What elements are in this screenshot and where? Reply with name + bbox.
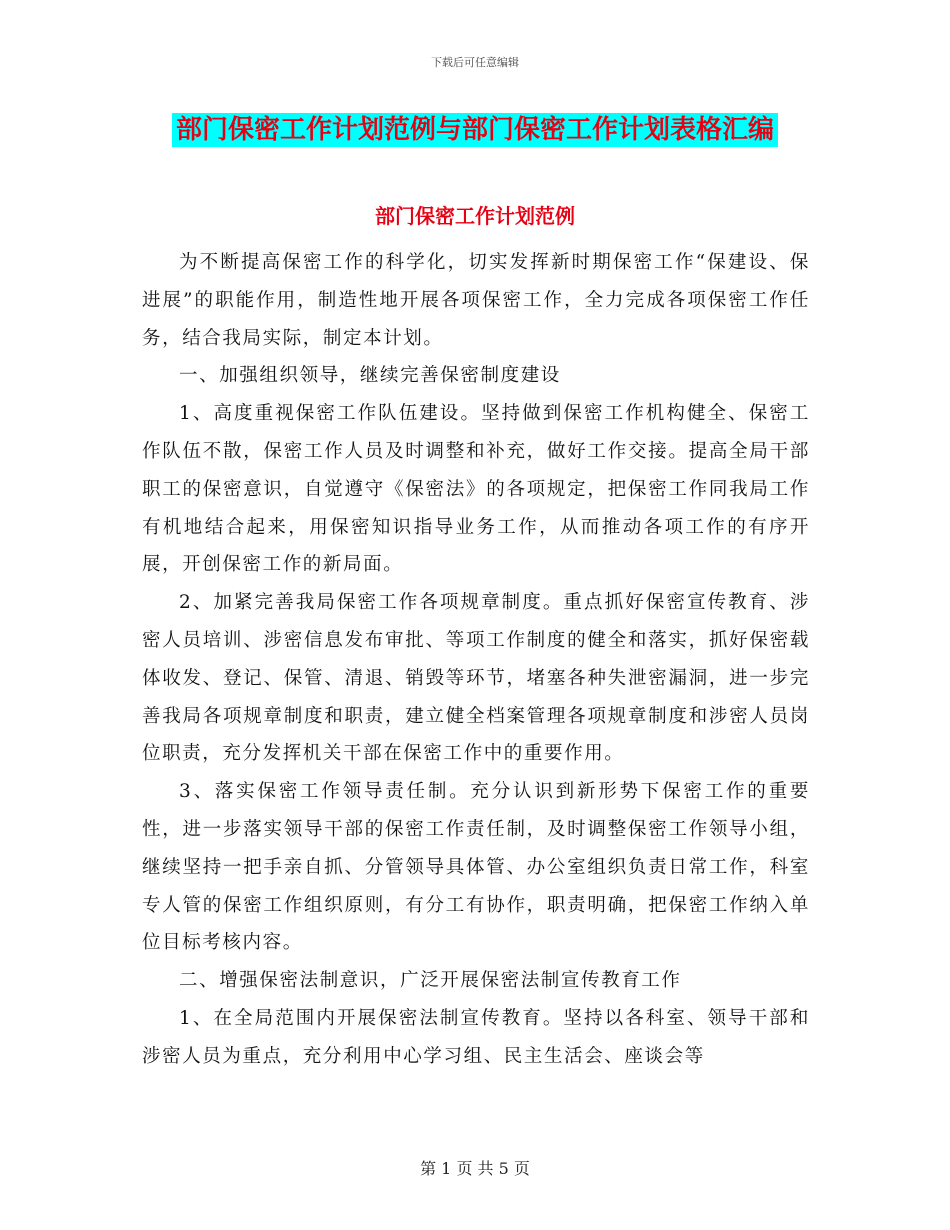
paragraph: 3、落实保密工作领导责任制。充分认识到新形势下保密工作的重要性，进一步落实领导干部的保密工作责任制，及时调整保密工作领导小组，继续坚持一把手亲自抓、分管领导具体管、办公室组织负责日常工作，科室专人管的保密工作组织原则，有分工有协作，职责明确，把保密工作纳入单位目标考核内容。	[142, 781, 810, 954]
section-title: 部门保密工作计划范例	[375, 204, 575, 228]
page-indicator: 第 1 页 共 5 页	[420, 1159, 530, 1178]
paragraph: 为不断提高保密工作的科学化，切实发挥新时期保密工作“保建设、保进展”的职能作用，制造性地开展各项保密工作，全力完成各项保密工作任务，结合我局实际，制定本计划。	[142, 252, 810, 349]
paragraph: 二、增强保密法制意识，广泛开展保密法制宣传教育工作	[179, 970, 682, 992]
paragraph: 2、加紧完善我局保密工作各项规章制度。重点抓好保密宣传教育、涉密人员培训、涉密信息发布审批、等项工作制度的健全和落实，抓好保密载体收发、登记、保管、清退、销毁等环节，堵塞各种失泄密漏洞，进一步完善我局各项规章制度和职责，建立健全档案管理各项规章制度和涉密人员岗位职责，充分发挥机关干部在保密工作中的重要作用。	[142, 592, 810, 765]
document-title-text: 部门保密工作计划范例与部门保密工作计划表格汇编	[172, 113, 778, 147]
paragraph: 1、在全局范围内开展保密法制宣传教育。坚持以各科室、领导干部和涉密人员为重点，充分利用中心学习组、民主生活会、座谈会等	[142, 1007, 810, 1067]
paragraph: 一、加强组织领导，继续完善保密制度建设	[179, 365, 561, 387]
document-body	[142, 244, 810, 1076]
header-note: 下载后可任意编辑	[431, 56, 519, 69]
document-title	[0, 112, 950, 151]
paragraph: 1、高度重视保密工作队伍建设。坚持做到保密工作机构健全、保密工作队伍不散，保密工作人员及时调整和补充，做好工作交接。提高全局干部职工的保密意识，自觉遵守《保密法》的各项规定，把保密工作同我局工作有机地结合起来，用保密知识指导业务工作，从而推动各项工作的有序开展，开创保密工作的新局面。	[142, 403, 810, 576]
